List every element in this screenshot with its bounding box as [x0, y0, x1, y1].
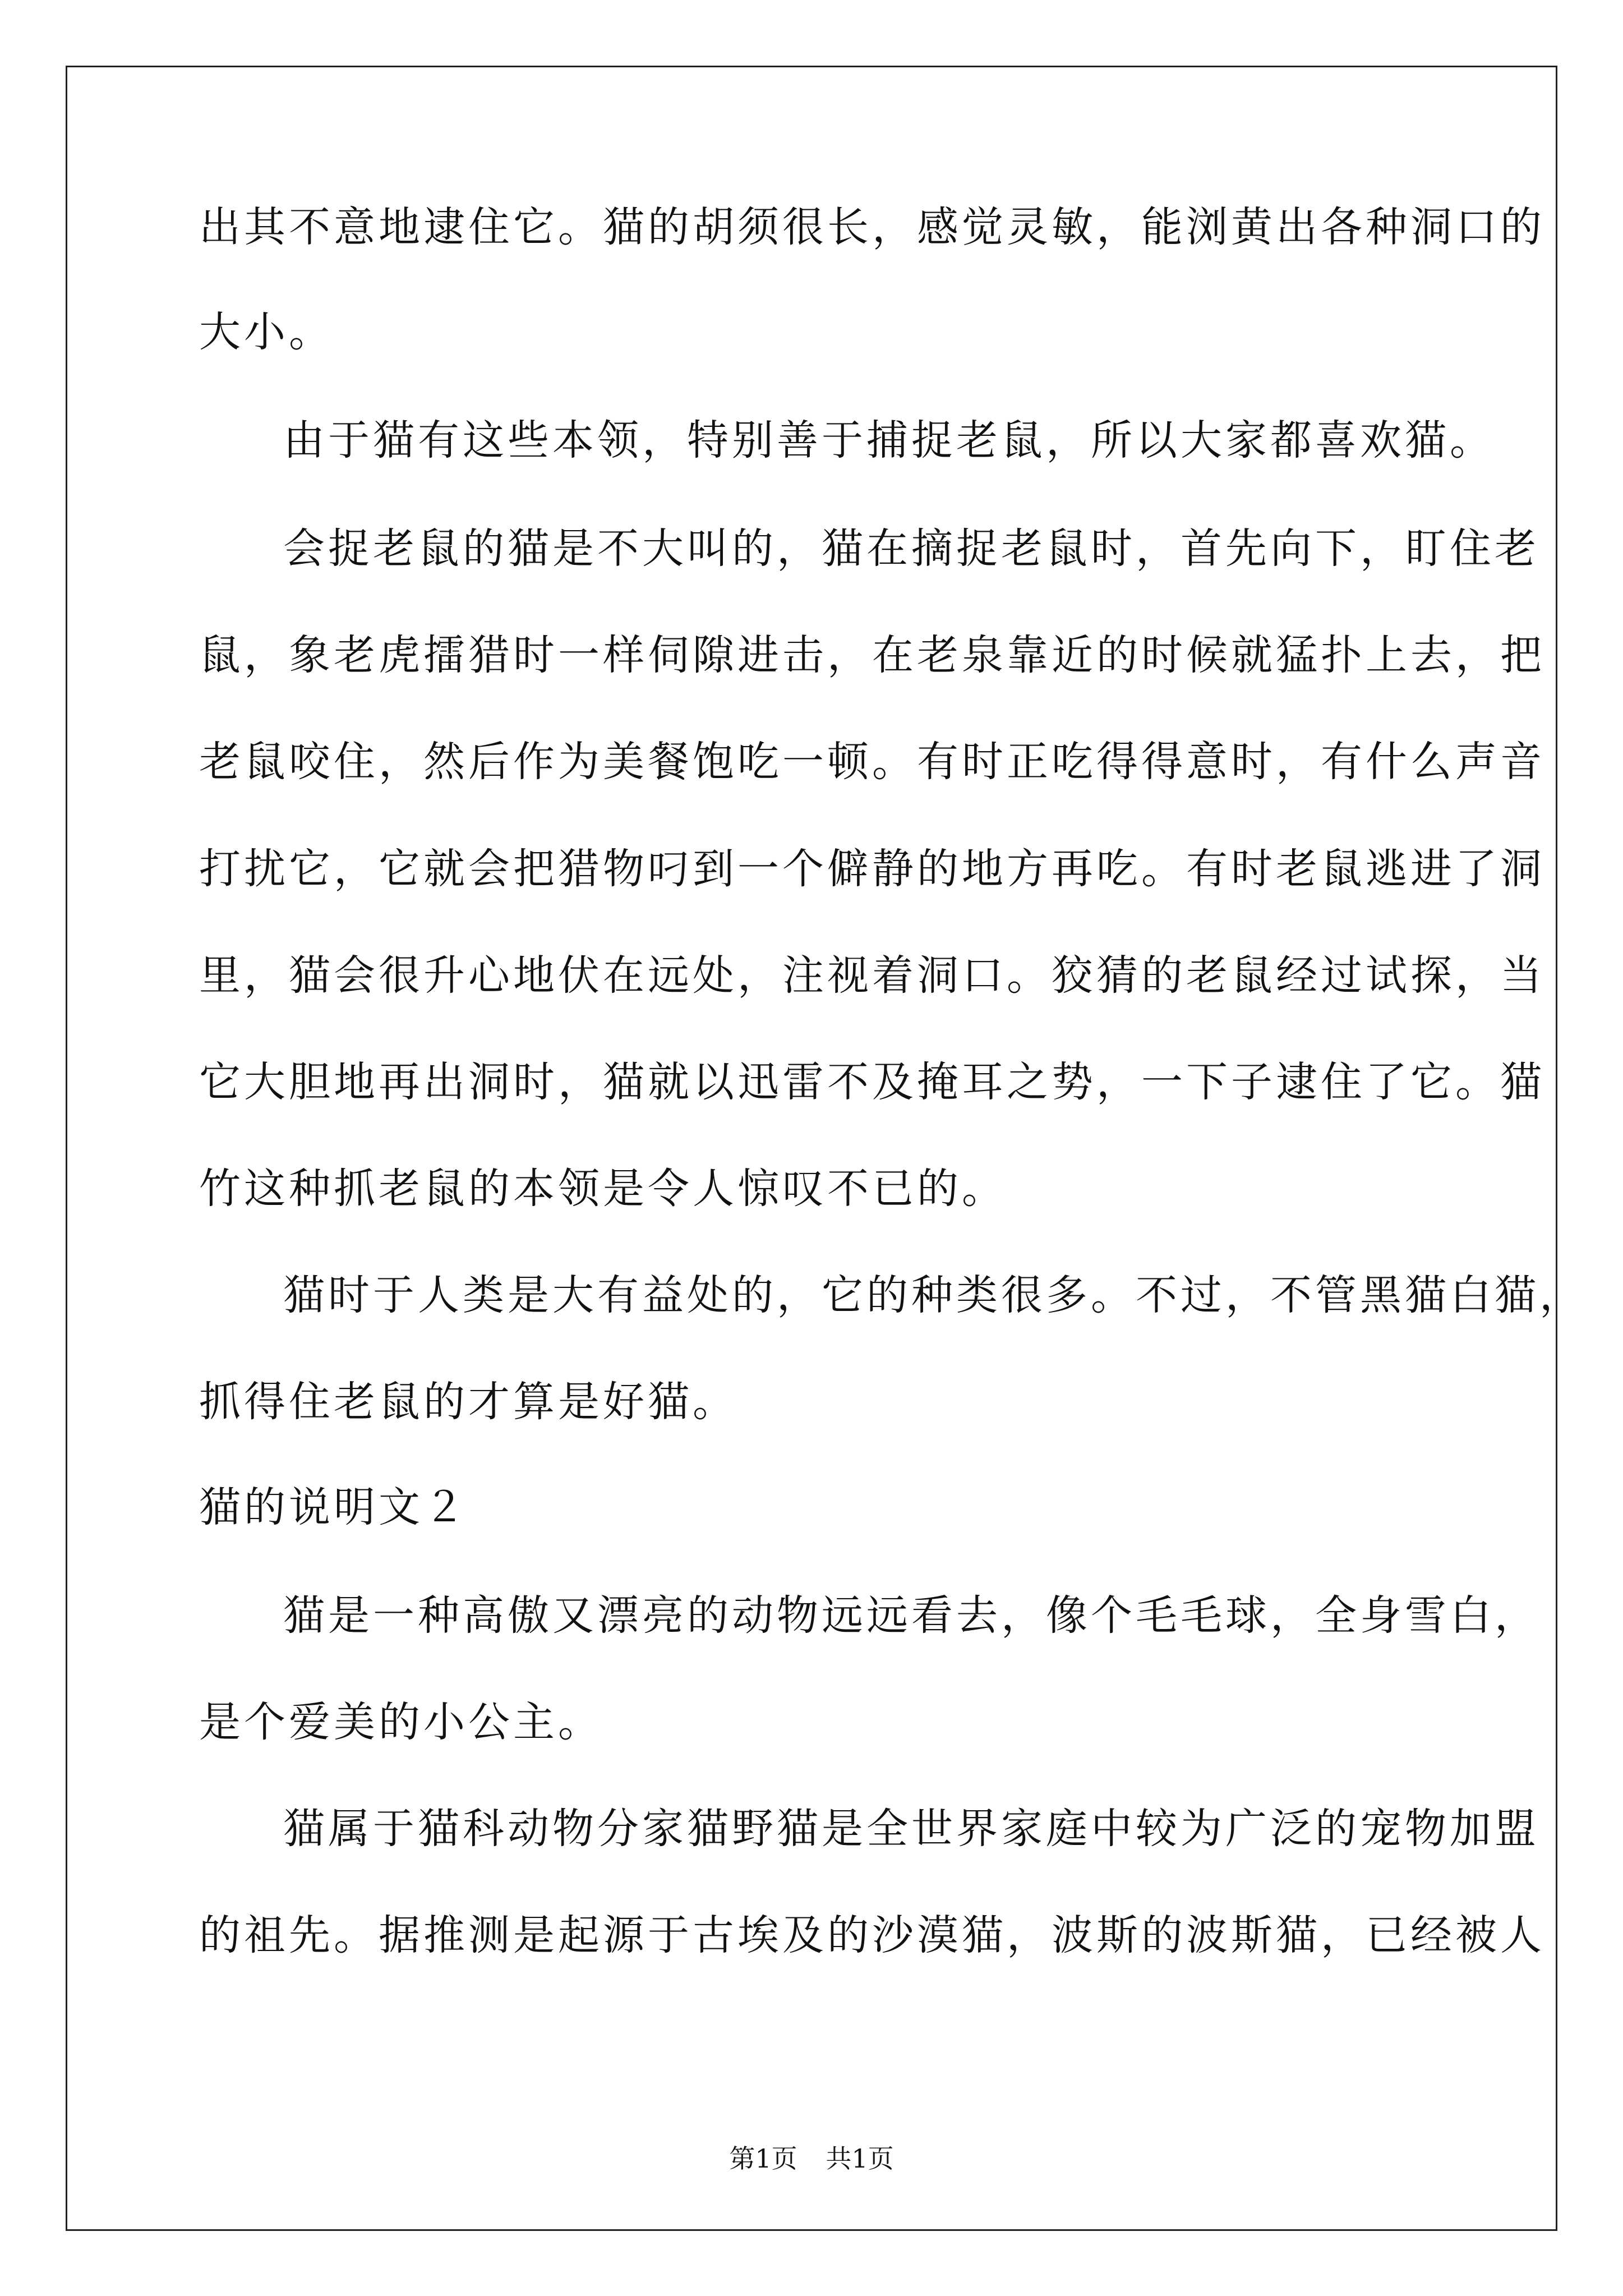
text-line: 老鼠咬住，然后作为美餐饱吃一顿。有时正吃得得意时，有什么声音	[199, 738, 1545, 786]
text-line: 出其不意地逮住它。猫的胡须很长，感觉灵敏，能浏黄出各种洞口的	[199, 203, 1545, 251]
text-line: 是个爱美的小公主。	[199, 1698, 603, 1746]
section-heading: 猫的说明文２	[199, 1483, 468, 1531]
text-line: 由于猫有这些本领，特别善于捕捉老鼠，所以大家都喜欢猫。	[283, 416, 1495, 464]
text-line: 的祖先。据推测是起源于古埃及的沙漠猫，波斯的波斯猫，已经被人	[199, 1911, 1545, 1959]
page-border	[66, 66, 1557, 2231]
text-line: 它大胆地再出洞时，猫就以迅雷不及掩耳之势，一下子逮住了它。猫	[199, 1058, 1545, 1106]
text-line: 猫是一种高傲又漂亮的动物远远看去，像个毛毛球，全身雪白，	[283, 1591, 1539, 1640]
text-line: 里，猫会很升心地伏在远处，注视着洞口。狡猜的老鼠经过试探，当	[199, 951, 1545, 1000]
text-line: 会捉老鼠的猫是不大叫的，猫在摘捉老鼠时，首先向下，盯住老	[283, 524, 1539, 573]
text-line: 打扰它，它就会把猎物叼到一个僻静的地方再吃。有时老鼠逃进了洞	[199, 845, 1545, 893]
page-number: 第1页	[729, 2143, 797, 2174]
page-total: 共1页	[826, 2143, 894, 2174]
text-line: 抓得住老鼠的才算是好猫。	[199, 1378, 737, 1426]
text-line: 鼠，象老虎擂猎时一样伺隙进击，在老泉靠近的时候就猛扑上去，把	[199, 631, 1545, 679]
page-footer	[0, 2142, 1623, 2175]
text-line: 竹这种抓老鼠的本领是令人惊叹不已的。	[199, 1165, 1007, 1213]
text-line: 猫属于猫科动物分家猫野猫是全世界家庭中较为广泛的宠物加盟	[283, 1805, 1539, 1853]
text-line: 大小。	[199, 308, 334, 356]
text-line: 猫时于人类是大有益处的，它的种类很多。不过，不管黑猫白猫，	[283, 1271, 1584, 1319]
